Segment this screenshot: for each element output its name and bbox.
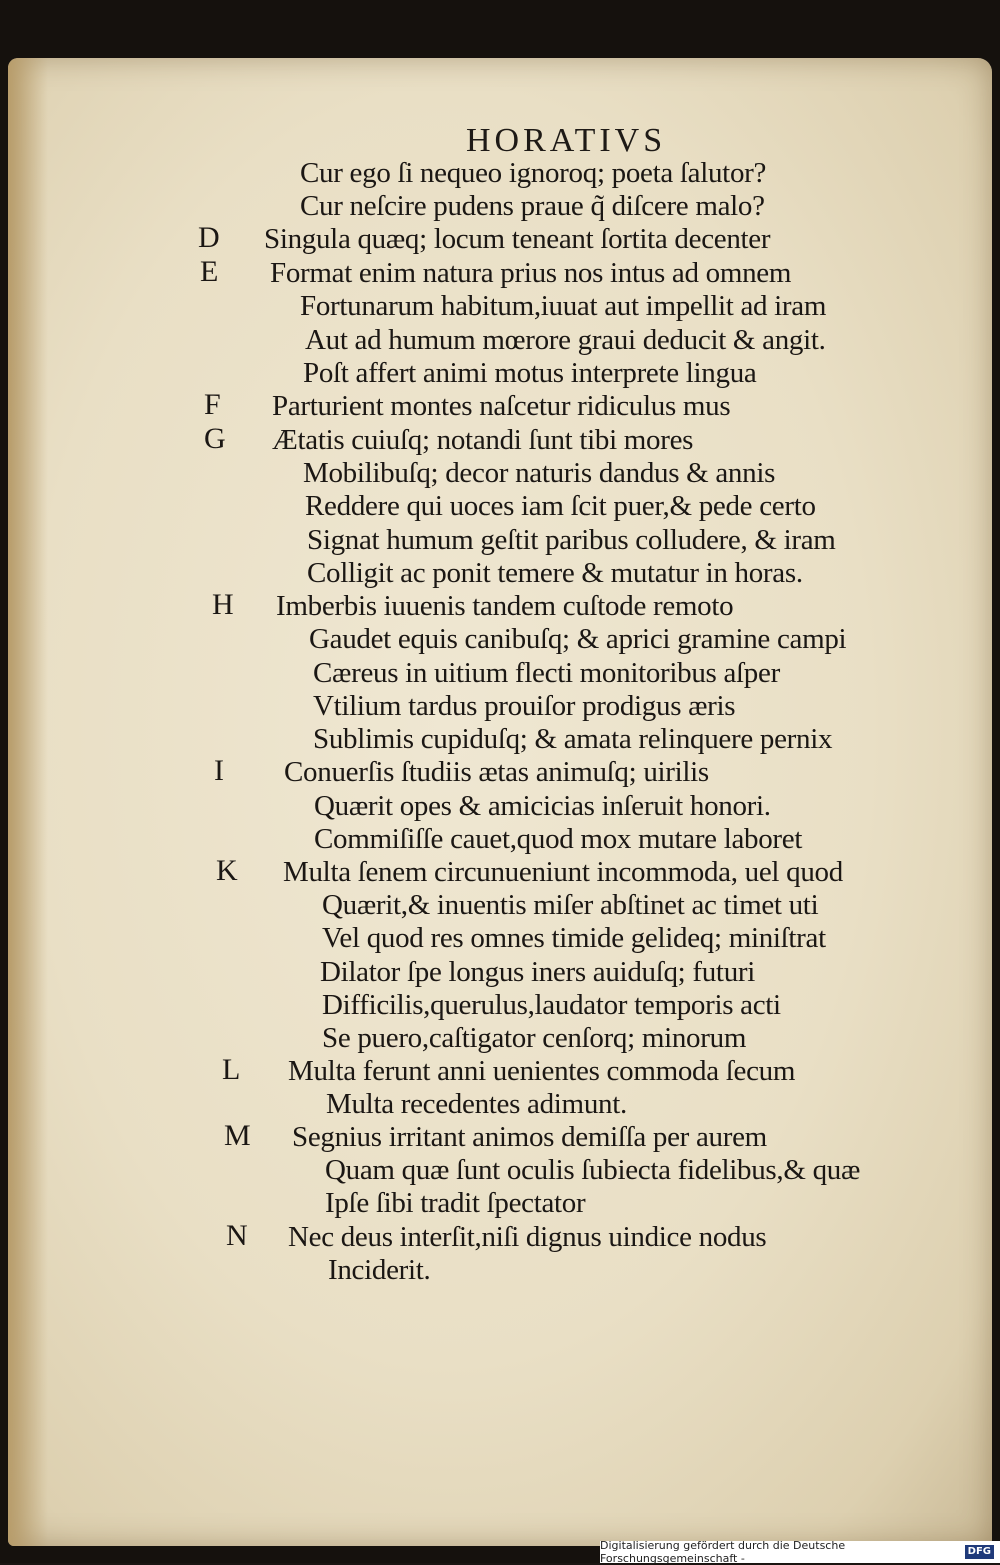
verse-line: Sublimis cupiduſq; & amata relinquere pernix: [313, 723, 833, 755]
margin-marker: G: [204, 422, 226, 455]
verse-line: Cur ego ſi nequeo ignoroq; poeta ſalutor?: [300, 157, 767, 189]
verse-line: Commiſiſſe cauet,quod mox mutare laboret: [314, 823, 803, 855]
verse-line: Poſt affert animi motus interprete lingua: [303, 357, 757, 389]
digitization-footer: [600, 1541, 1000, 1563]
verse-line: Gaudet equis canibuſq; & aprici gramine campi: [309, 623, 847, 655]
verse-line: Se puero,caſtigator cenſorq; minorum: [322, 1022, 747, 1054]
margin-marker: H: [212, 588, 234, 621]
verse-line: Segnius irritant animos demiſſa per aurem: [292, 1121, 767, 1153]
verse-line: Format enim natura prius nos intus ad omnem: [270, 257, 792, 289]
verse-line: Ætatis cuiuſq; notandi ſunt tibi mores: [272, 424, 694, 456]
margin-marker: D: [198, 221, 220, 254]
verse-line: Nec deus interſit,niſi dignus uindice nodus: [288, 1221, 767, 1253]
verse-line: Colligit ac ponit temere & mutatur in horas.: [307, 557, 803, 589]
verse-line: Signat humum geſtit paribus colludere, & iram: [307, 524, 836, 556]
verse-line: Fortunarum habitum,iuuat aut impellit ad iram: [300, 290, 827, 322]
verse-line: Difficilis,querulus,laudator temporis acti: [322, 989, 781, 1021]
verse-line: Inciderit.: [328, 1254, 431, 1286]
verse-line: Dilator ſpe longus iners auiduſq; futuri: [320, 956, 756, 988]
margin-marker: F: [204, 388, 221, 421]
margin-marker: K: [216, 854, 238, 887]
margin-marker: L: [222, 1053, 241, 1086]
dfg-logo: DFG: [965, 1545, 994, 1559]
verse-line: Cur neſcire pudens praue q̃ diſcere malo?: [300, 190, 765, 222]
verse-line: Imberbis iuuenis tandem cuſtode remoto: [276, 590, 734, 622]
verse-line: Ipſe ſibi tradit ſpectator: [325, 1187, 586, 1219]
verse-line: Cæreus in uitium flecti monitoribus aſper: [313, 657, 780, 689]
margin-marker: M: [224, 1119, 251, 1152]
verse-line: Aut ad humum mœrore graui deducit & angit.: [305, 324, 826, 356]
margin-marker: N: [226, 1219, 248, 1252]
verse-line: Quærit,& inuentis miſer abſtinet ac timet uti: [322, 889, 819, 921]
verse-line: Mobilibuſq; decor naturis dandus & annis: [303, 457, 776, 489]
page-edge-shadow: [8, 58, 48, 1546]
margin-marker: E: [200, 255, 219, 288]
verse-line: Reddere qui uoces iam ſcit puer,& pede certo: [305, 490, 816, 522]
verse-line: Quærit opes & amicicias inſeruit honori.: [314, 790, 771, 822]
verse-line: Singula quæq; locum teneant ſortita decenter: [264, 223, 771, 255]
verse-line: Quam quæ ſunt oculis ſubiecta fidelibus,& quæ: [325, 1154, 861, 1186]
footer-text: Digitalisierung gefördert durch die Deutsche Forschungsgemeinschaft -: [600, 1539, 846, 1565]
verse-line: Multa recedentes adimunt.: [326, 1088, 627, 1120]
verse-line: Multa ſenem circunueniunt incommoda, uel quod: [283, 856, 843, 888]
running-head: HORATIVS: [466, 122, 667, 159]
verse-line: Parturient montes naſcetur ridiculus mus: [272, 390, 731, 422]
verse-line: Conuerſis ſtudiis ætas animuſq; uirilis: [284, 756, 709, 788]
verse-line: Multa ferunt anni uenientes commoda ſecum: [288, 1055, 796, 1087]
verse-line: Vel quod res omnes timide gelideq; miniſtrat: [322, 922, 826, 954]
verse-line: Vtilium tardus prouiſor prodigus æris: [313, 690, 736, 722]
margin-marker: I: [214, 754, 224, 787]
